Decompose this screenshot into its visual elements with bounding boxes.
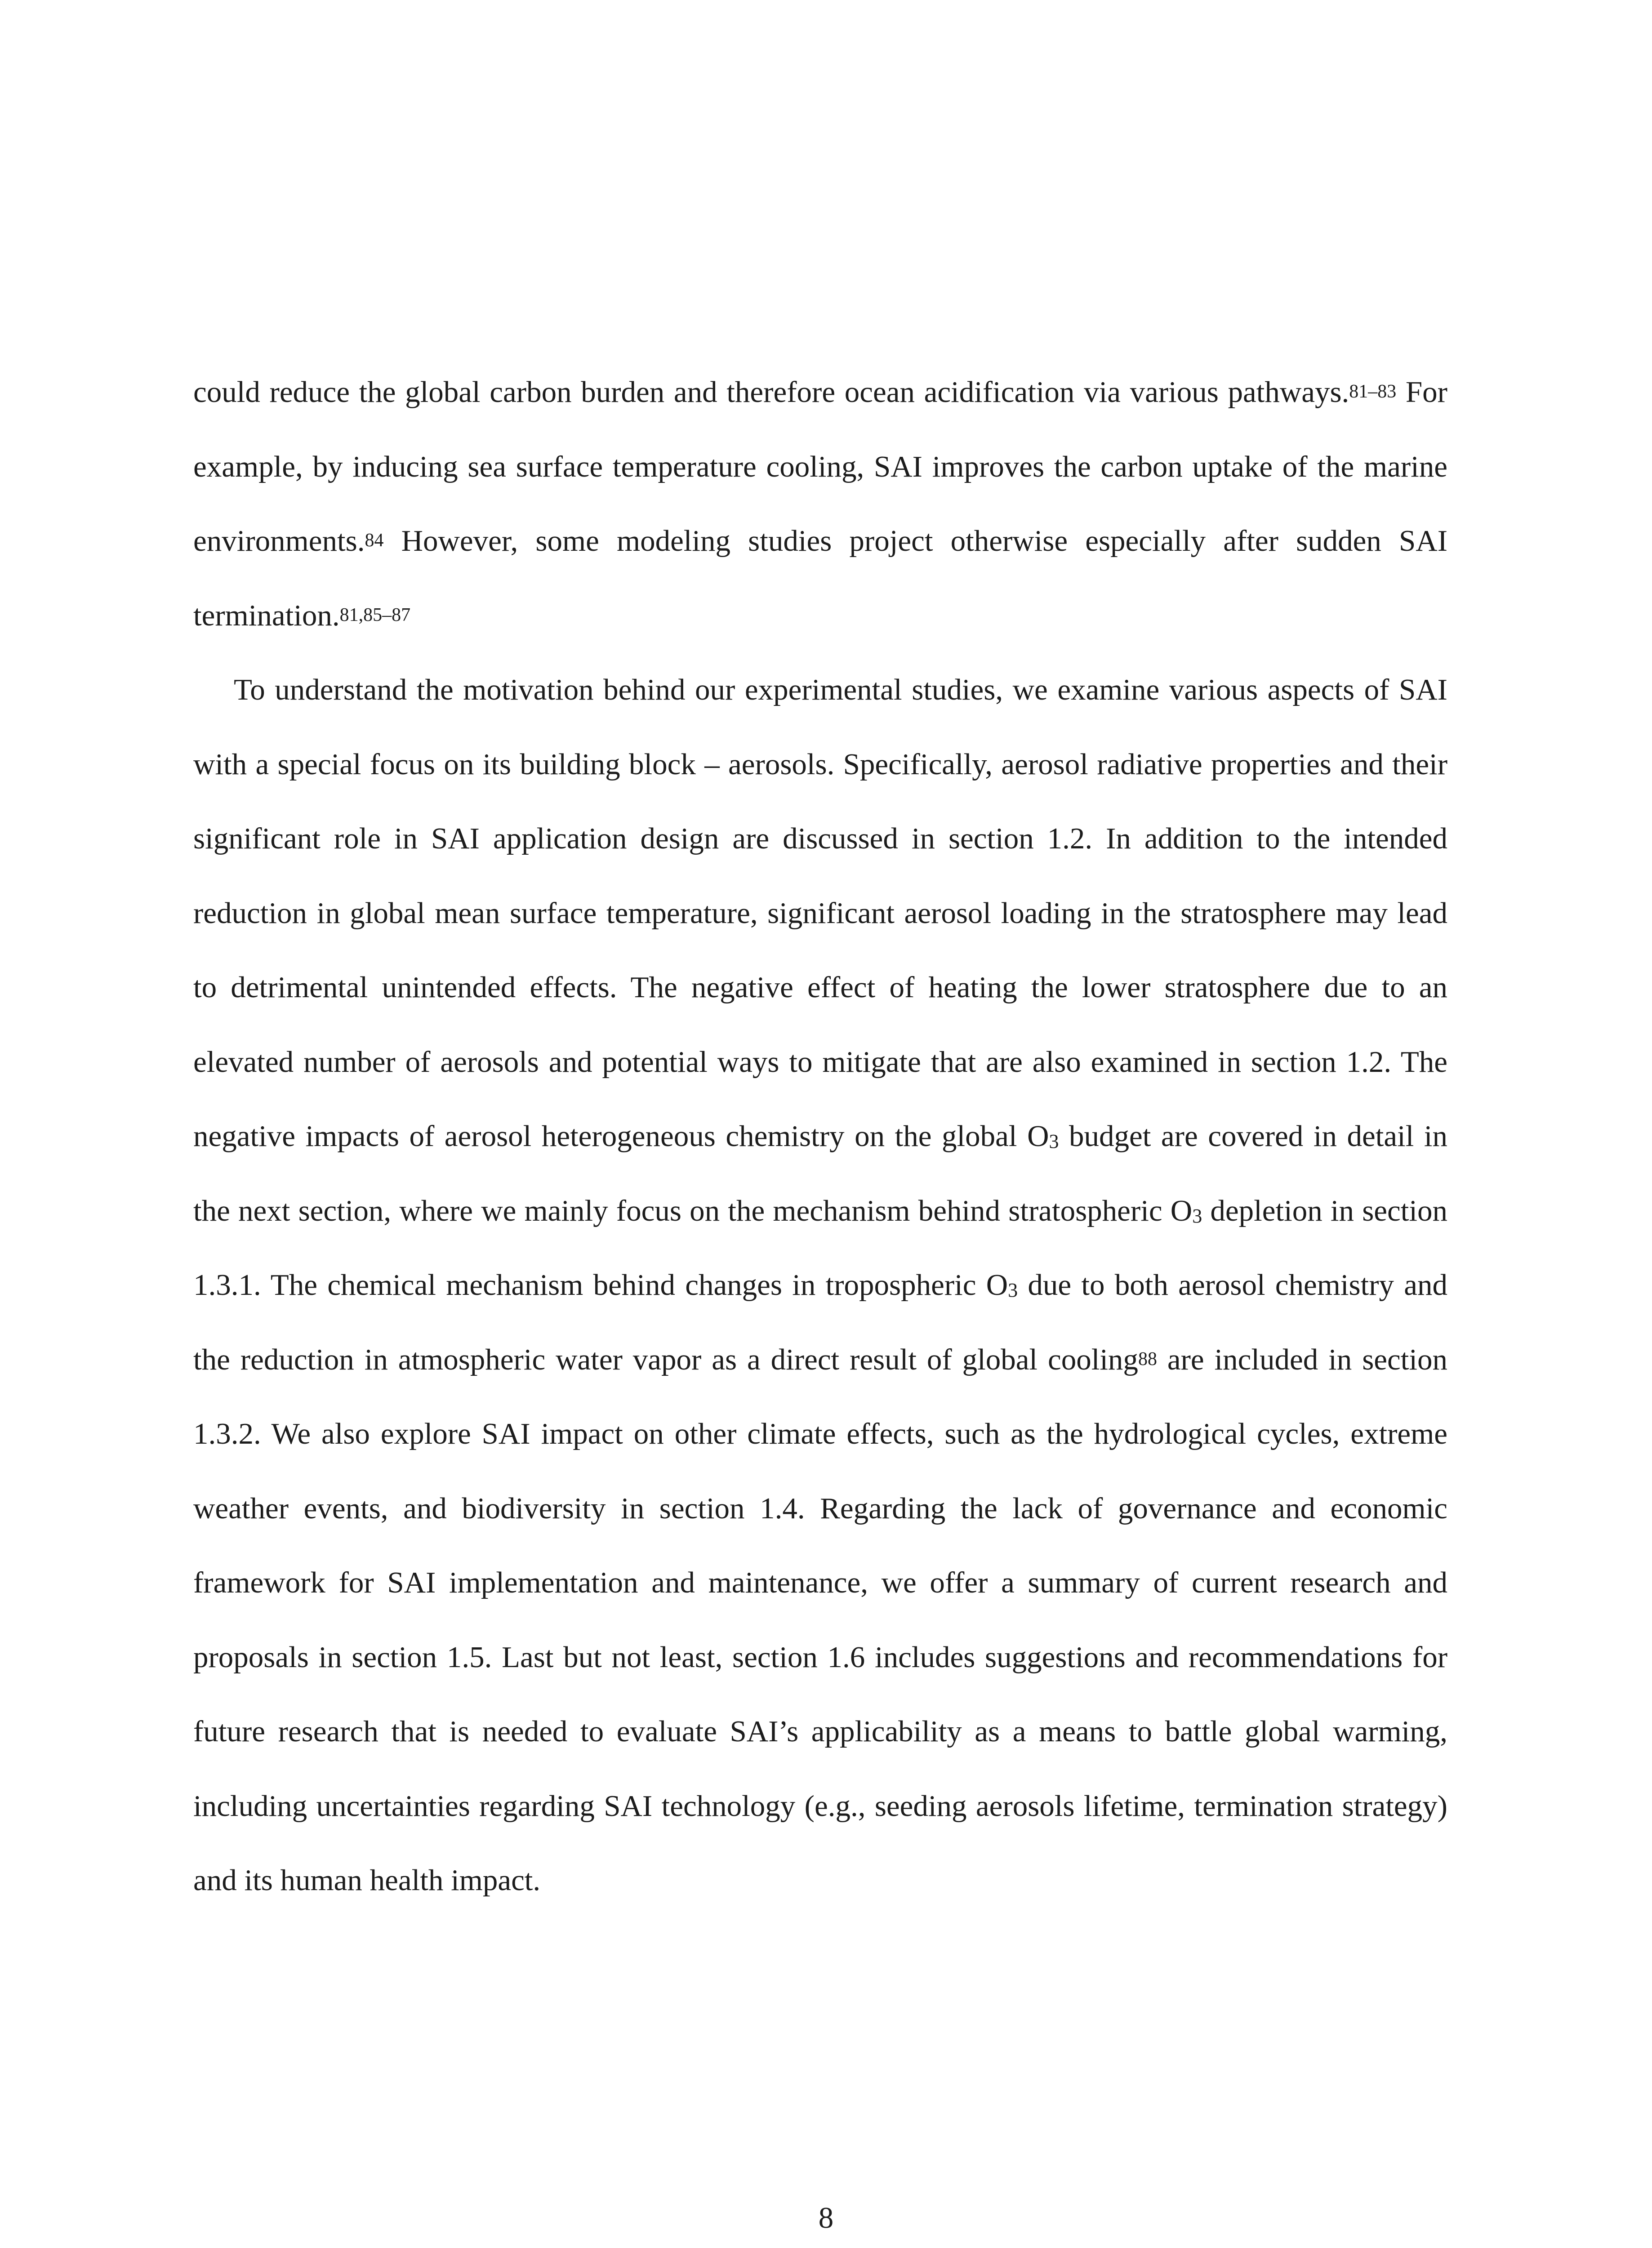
body-text xyxy=(193,355,1447,1918)
paragraph-2-text-1: To understand the motivation behind our experimental studies, we examine various aspects of SAI with a special focus on its building block – aerosols. Specifically, aerosol radiative properties and their significant role in SAI application design are discussed in section 1.2. In addition to the intended reduction in global mean surface temperature, significant aerosol loading in the stratosphere may lead to detrimental unintended effects. The negative effect of heating the lower stratosphere due to an elevated number of aerosols and potential ways to mitigate that are also examined in section 1.2. The negative impacts of aerosol heterogeneous chemistry on the global xyxy=(193,673,1447,1153)
page-number: 8 xyxy=(818,2201,834,2235)
paragraph-1-text-3: However, some modeling studies project otherwise especially after sudden SAI termination. xyxy=(193,524,1447,632)
citation-81-85-87: 81,85–87 xyxy=(339,604,411,625)
citation-81-83: 81–83 xyxy=(1349,381,1397,402)
paragraph-2-text-3: depletion in section 1.3.1. The chemical mechanism behind changes in tropospheric xyxy=(193,1194,1447,1302)
paragraph-2-text-5: are included in section 1.3.2. We also explore SAI impact on other climate effects, such as the hydrological cycles, extreme weather events, and biodiversity in section 1.4. Regarding the lack of governance and economic framework for SAI implementation and maintenance, we offer a summary of current research and proposals in section 1.5. Last but not least, section 1.6 includes suggestions and recommendations for future research that is needed to evaluate SAI’s applicability as a means to battle global warming, including uncertainties regarding SAI technology (e.g., seeding aerosols lifetime, termination strategy) and its human health impact. xyxy=(193,1343,1447,1897)
paragraph-1 xyxy=(193,355,1447,653)
citation-88: 88 xyxy=(1138,1348,1157,1369)
ozone-formula-3: $O_3$ xyxy=(986,1268,1018,1302)
ozone-formula-1: $O_3$ xyxy=(1027,1120,1059,1153)
paragraph-1-text-1: could reduce the global carbon burden and therefore ocean acidification via various pathways. xyxy=(193,375,1349,409)
paragraph-2-text-2: budget are covered in detail in the next section, where we mainly focus on the mechanism behind stratospheric xyxy=(193,1120,1447,1227)
citation-84: 84 xyxy=(365,530,384,551)
paragraph-2 xyxy=(193,653,1447,1918)
paragraph-1-text-2: For example, by inducing sea surface temperature cooling, SAI improves the carbon uptake of the marine environments. xyxy=(193,375,1447,558)
paragraph-2-text-4: due to both aerosol chemistry and the reduction in atmospheric water vapor as a direct result of global cooling xyxy=(193,1268,1447,1376)
ozone-formula-2: $O_3$ xyxy=(1170,1194,1202,1227)
